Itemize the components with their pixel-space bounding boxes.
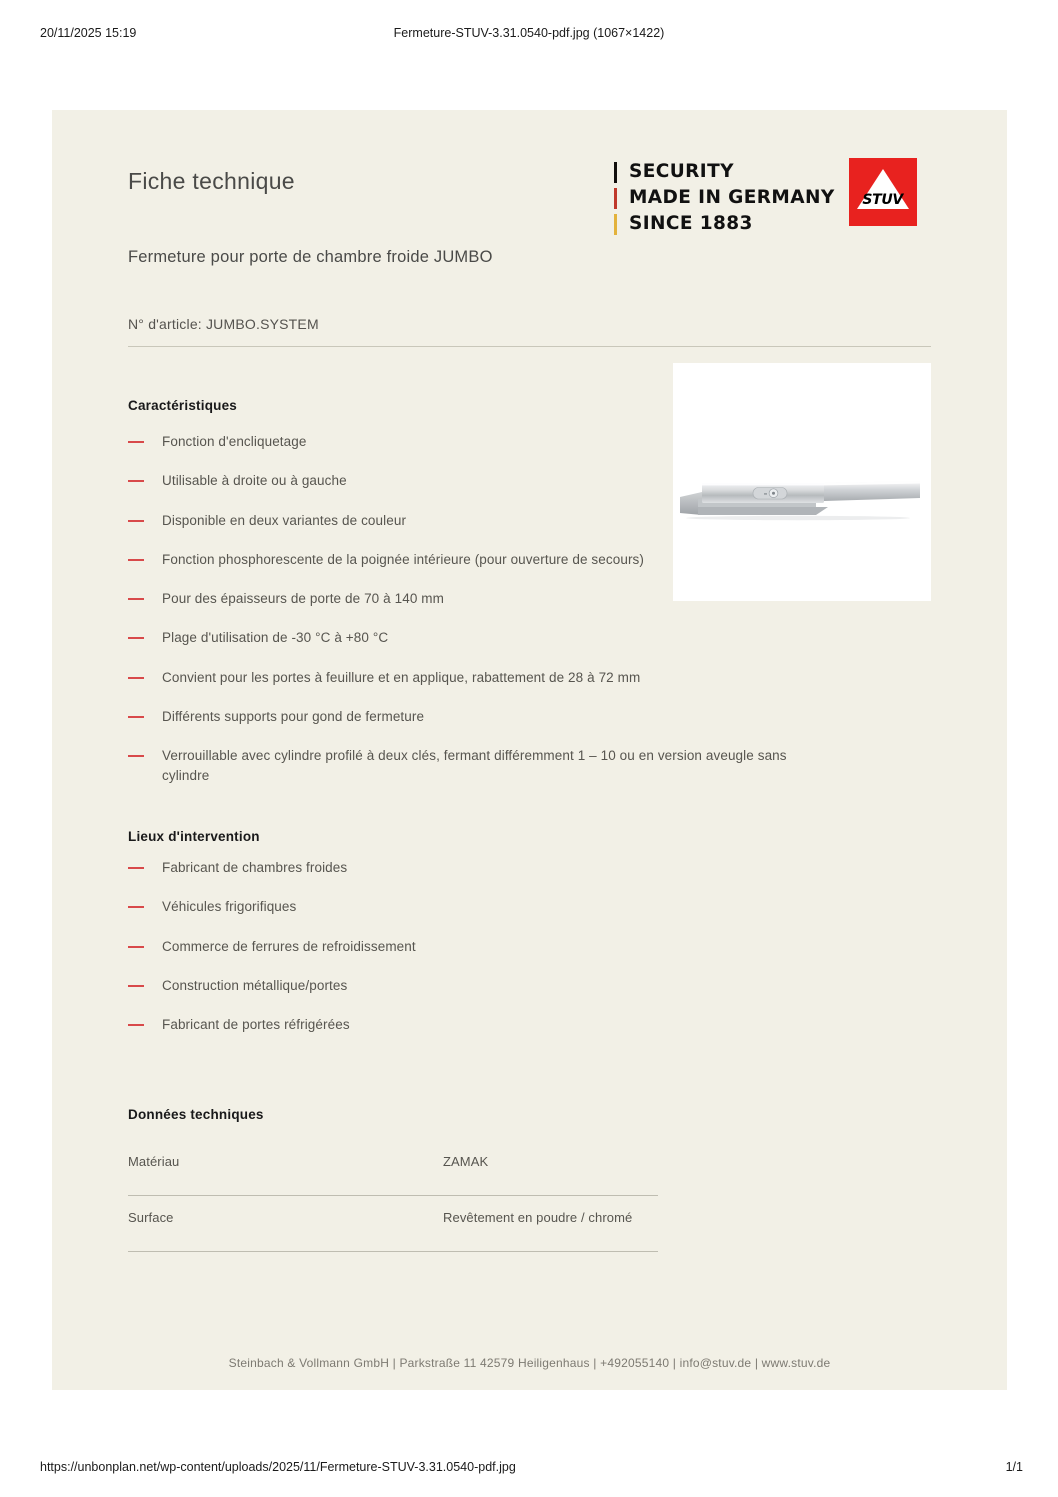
claim-row-security <box>614 161 835 183</box>
article-number: N° d'article: JUMBO.SYSTEM <box>128 316 319 332</box>
flag-bar-red-icon <box>614 188 617 209</box>
list-item-label: Fabricant de chambres froides <box>162 860 348 875</box>
list-item <box>128 511 818 531</box>
table-row <box>128 1196 658 1252</box>
list-item-label: Fabricant de portes réfrigérées <box>162 1017 350 1032</box>
section-heading-places: Lieux d'intervention <box>128 829 260 844</box>
browser-print-header <box>0 26 1058 46</box>
list-item-label: Disponible en deux variantes de couleur <box>162 512 407 528</box>
divider-under-article <box>128 346 931 347</box>
list-item-label: Fonction d'encliquetage <box>162 434 307 449</box>
list-item <box>128 976 648 996</box>
section-heading-features: Caractéristiques <box>128 398 237 413</box>
dash-bullet-icon <box>128 441 144 443</box>
list-item-label: Plage d'utilisation de -30 °C à +80 °C <box>162 630 389 646</box>
list-item-label: Fonction phosphorescente de la poignée intérieure (pour ouverture de secours) <box>162 551 644 567</box>
list-item <box>128 471 818 491</box>
stuv-logo <box>849 158 917 226</box>
claim-text-security: SECURITY <box>629 160 734 182</box>
list-item <box>128 589 818 609</box>
section-heading-technical-data: Données techniques <box>128 1107 264 1122</box>
print-header-date: 20/11/2025 15:19 <box>40 26 137 40</box>
document-page <box>52 110 1007 1390</box>
list-item <box>128 707 818 727</box>
document-footer: Steinbach & Vollmann GmbH | Parkstraße 11 42579 Heiligenhaus | +492055140 | info@stuv.de | www.stuv.de <box>228 1356 831 1370</box>
dash-bullet-icon <box>128 906 144 908</box>
list-item-label: Verrouillable avec cylindre profilé à deux clés, fermant différemment 1 – 10 ou en version aveugle sans cylindre <box>162 748 787 784</box>
claim-text-since: SINCE 1883 <box>629 212 753 234</box>
row-divider <box>128 1251 658 1252</box>
dash-bullet-icon <box>128 946 144 948</box>
dash-bullet-icon <box>128 716 144 718</box>
table-cell-key: Matériau <box>128 1154 180 1169</box>
dash-bullet-icon <box>128 1024 144 1026</box>
list-item <box>128 668 818 688</box>
table-cell-value: Revêtement en poudre / chromé <box>443 1210 633 1225</box>
list-item-label: Véhicules frigorifiques <box>162 899 297 915</box>
print-footer-url: https://unbonplan.net/wp-content/uploads/2025/11/Fermeture-STUV-3.31.0540-pdf.jpg <box>40 1460 516 1474</box>
dash-bullet-icon <box>128 755 144 757</box>
claim-row-since <box>614 213 835 235</box>
list-item <box>128 937 648 957</box>
stuv-logo-wordmark: STUV <box>862 192 903 208</box>
browser-print-footer <box>0 1460 1058 1480</box>
table-cell-value: ZAMAK <box>443 1154 489 1169</box>
print-header-filename: Fermeture-STUV-3.31.0540-pdf.jpg (1067×1422) <box>393 26 665 40</box>
dash-bullet-icon <box>128 559 144 561</box>
table-cell-key: Surface <box>128 1210 174 1225</box>
claim-text-made-in-germany: MADE IN GERMANY <box>629 186 835 208</box>
list-item <box>128 858 648 878</box>
page-title: Fiche technique <box>128 168 295 194</box>
technical-data-table <box>128 1140 658 1252</box>
list-item <box>128 897 648 917</box>
list-item <box>128 1015 648 1035</box>
places-list <box>128 858 648 1054</box>
print-footer-page-number: 1/1 <box>1005 1460 1023 1474</box>
list-item-label: Construction métallique/portes <box>162 977 348 993</box>
list-item-label: Différents supports pour gond de fermeture <box>162 708 425 724</box>
dash-bullet-icon <box>128 637 144 639</box>
dash-bullet-icon <box>128 520 144 522</box>
features-list <box>128 432 818 806</box>
list-item-label: Pour des épaisseurs de porte de 70 à 140 mm <box>162 591 444 606</box>
claim-lines <box>614 158 835 235</box>
flag-bar-gold-icon <box>614 214 617 235</box>
list-item <box>128 628 818 648</box>
list-item-label: Utilisable à droite ou à gauche <box>162 473 347 489</box>
list-item <box>128 432 818 452</box>
dash-bullet-icon <box>128 598 144 600</box>
table-row <box>128 1140 658 1196</box>
flag-bar-black-icon <box>614 162 617 183</box>
list-item-label: Convient pour les portes à feuillure et en applique, rabattement de 28 à 72 mm <box>162 669 641 685</box>
list-item <box>128 746 818 787</box>
list-item <box>128 550 818 570</box>
brand-claim-block <box>614 158 917 235</box>
dash-bullet-icon <box>128 480 144 482</box>
list-item-label: Commerce de ferrures de refroidissement <box>162 938 416 954</box>
dash-bullet-icon <box>128 985 144 987</box>
claim-row-made-in-germany <box>614 187 835 209</box>
product-subtitle: Fermeture pour porte de chambre froide JUMBO <box>128 248 493 266</box>
dash-bullet-icon <box>128 677 144 679</box>
dash-bullet-icon <box>128 867 144 869</box>
